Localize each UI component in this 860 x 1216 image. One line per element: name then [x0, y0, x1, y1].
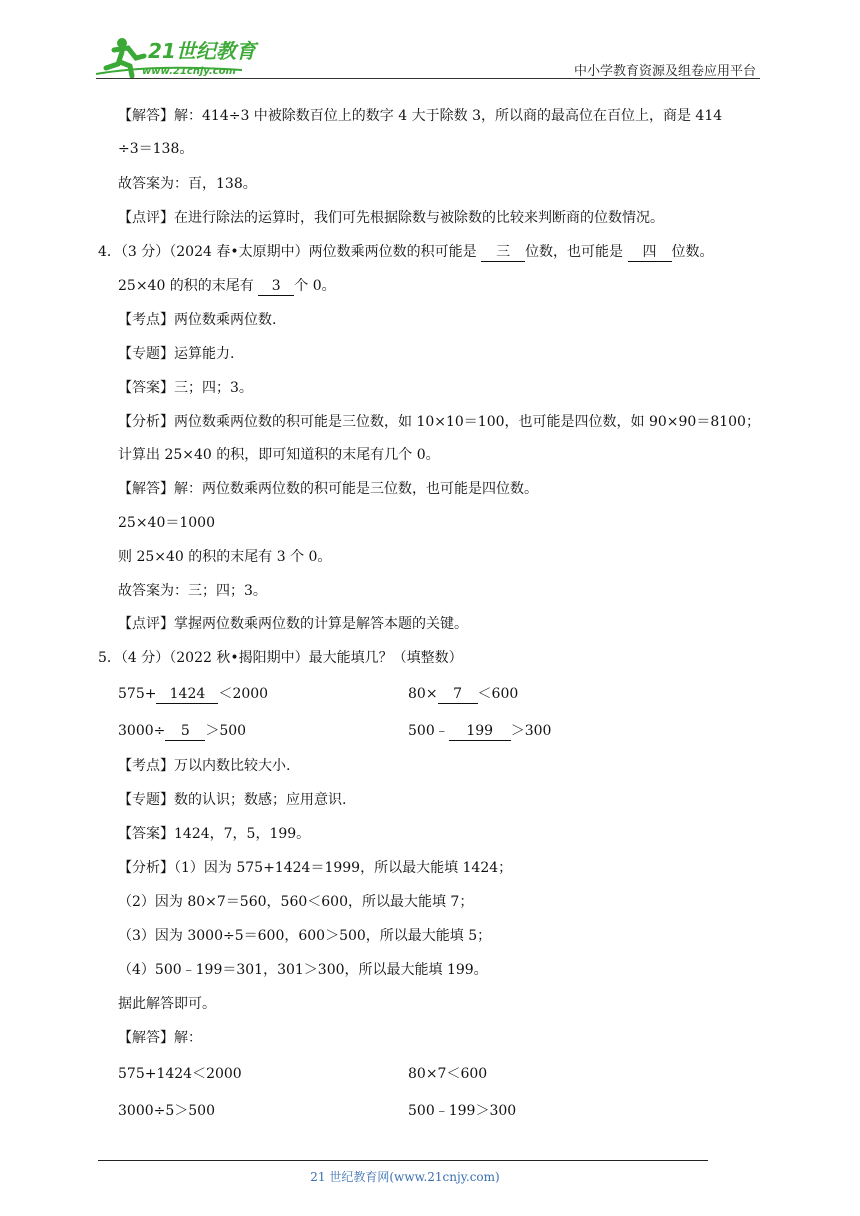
- q4-answer: 故答案为：三；四；3。: [118, 583, 267, 599]
- q4-stem: [98, 242, 714, 262]
- prev-answer: 故答案为：百，138。: [118, 176, 257, 192]
- q5-blank-2: 7: [438, 686, 478, 704]
- q4-stem-text-c: 位数。: [671, 244, 714, 260]
- q5-item-3: [118, 721, 246, 741]
- q4-stem2-text-a: 25×40 的积的末尾有: [118, 278, 259, 294]
- q4-stem-text-a: 4．（3 分）（2024 春•太原期中）两位数乘两位数的积可能是: [98, 244, 482, 260]
- q5-item-3-post: ＞500: [205, 723, 247, 739]
- q4-blank-1: 三: [481, 244, 525, 262]
- prev-solution-line-2: ÷3＝138。: [118, 141, 194, 157]
- q5-item-1-post: ＜2000: [218, 686, 269, 702]
- svg-text:21世纪教育: 21世纪教育: [148, 39, 256, 63]
- q4-daan: 【答案】三；四；3。: [118, 380, 253, 396]
- footer-divider: [98, 1160, 708, 1161]
- q5-blank-4: 199: [449, 723, 511, 741]
- prev-solution-line-1: 【解答】解：414÷3 中被除数百位上的数字 4 大于除数 3，所以商的最高位在百位上，商是 414: [118, 108, 723, 124]
- q5-solution-heading: 【解答】解：: [118, 1030, 202, 1046]
- q5-item-1: [118, 684, 268, 704]
- q5-solution-1: 575+1424＜2000: [118, 1066, 242, 1082]
- platform-name: 中小学教育资源及组卷应用平台: [573, 64, 756, 79]
- q5-analysis-line-4: （4）500﹣199＝301，301＞300，所以最大能填 199。: [118, 962, 488, 978]
- q4-analysis-line-1: 【分析】两位数乘两位数的积可能是三位数，如 10×10＝100，也可能是四位数，如 90×90＝8100；: [118, 414, 760, 430]
- q5-blank-3: 5: [165, 723, 205, 741]
- q4-zhuanti: 【专题】运算能力.: [118, 346, 235, 362]
- site-logo: [92, 34, 262, 80]
- q5-item-3-pre: 3000÷: [118, 723, 166, 739]
- q5-analysis-line-3: （3）因为 3000÷5＝600，600＞500，所以最大能填 5；: [118, 928, 492, 944]
- q4-blank-2: 四: [628, 244, 672, 262]
- q5-solution-2: 80×7＜600: [408, 1066, 488, 1082]
- q5-item-4-post: ＞300: [510, 723, 552, 739]
- q4-solution-line-1: 【解答】解：两位数乘两位数的积可能是三位数，也可能是四位数。: [118, 481, 538, 497]
- q5-solution-3: 3000÷5＞500: [118, 1103, 215, 1119]
- footer-link[interactable]: 21 世纪教育网(www.21cnjy.com): [310, 1170, 500, 1184]
- q4-stem2-text-b: 个 0。: [294, 278, 336, 294]
- q5-item-2: [408, 684, 518, 704]
- q5-analysis-line-2: （2）因为 80×7＝560，560＜600，所以最大能填 7；: [118, 894, 474, 910]
- q5-item-2-post: ＜600: [477, 686, 519, 702]
- q4-solution-line-3: 则 25×40 的积的末尾有 3 个 0。: [118, 549, 332, 565]
- svg-text:www.21cnjy.com: www.21cnjy.com: [142, 66, 236, 77]
- q5-daan: 【答案】1424，7，5，199。: [118, 826, 311, 842]
- q4-stem-text-b: 位数，也可能是: [525, 244, 628, 260]
- q5-blank-1: 1424: [156, 686, 218, 704]
- q5-solution-4: 500﹣199＞300: [408, 1103, 517, 1119]
- q4-comment: 【点评】掌握两位数乘两位数的计算是解答本题的关键。: [118, 616, 468, 632]
- q5-zhuanti: 【专题】数的认识；数感；应用意识.: [118, 792, 347, 808]
- q4-analysis-line-2: 计算出 25×40 的积，即可知道积的末尾有几个 0。: [118, 447, 440, 463]
- prev-comment: 【点评】在进行除法的运算时，我们可先根据除数与被除数的比较来判断商的位数情况。: [118, 210, 664, 226]
- q5-analysis-line-5: 据此解答即可。: [118, 996, 216, 1012]
- q5-item-4: [408, 721, 551, 741]
- q4-blank-3: 3: [258, 278, 294, 296]
- q5-item-1-pre: 575+: [118, 686, 157, 702]
- q5-item-4-pre: 500﹣: [408, 723, 449, 739]
- q5-item-2-pre: 80×: [408, 686, 438, 702]
- q5-stem: 5．（4 分）（2022 秋•揭阳期中）最大能填几？（填整数）: [98, 650, 463, 666]
- q4-solution-line-2: 25×40＝1000: [118, 515, 215, 531]
- q5-kaodian: 【考点】万以内数比较大小.: [118, 758, 291, 774]
- q4-kaodian: 【考点】两位数乘两位数.: [118, 312, 277, 328]
- q5-analysis-line-1: 【分析】（1）因为 575+1424＝1999，所以最大能填 1424；: [118, 860, 513, 876]
- header-divider: [96, 78, 760, 79]
- q4-stem-line-2: [118, 276, 336, 296]
